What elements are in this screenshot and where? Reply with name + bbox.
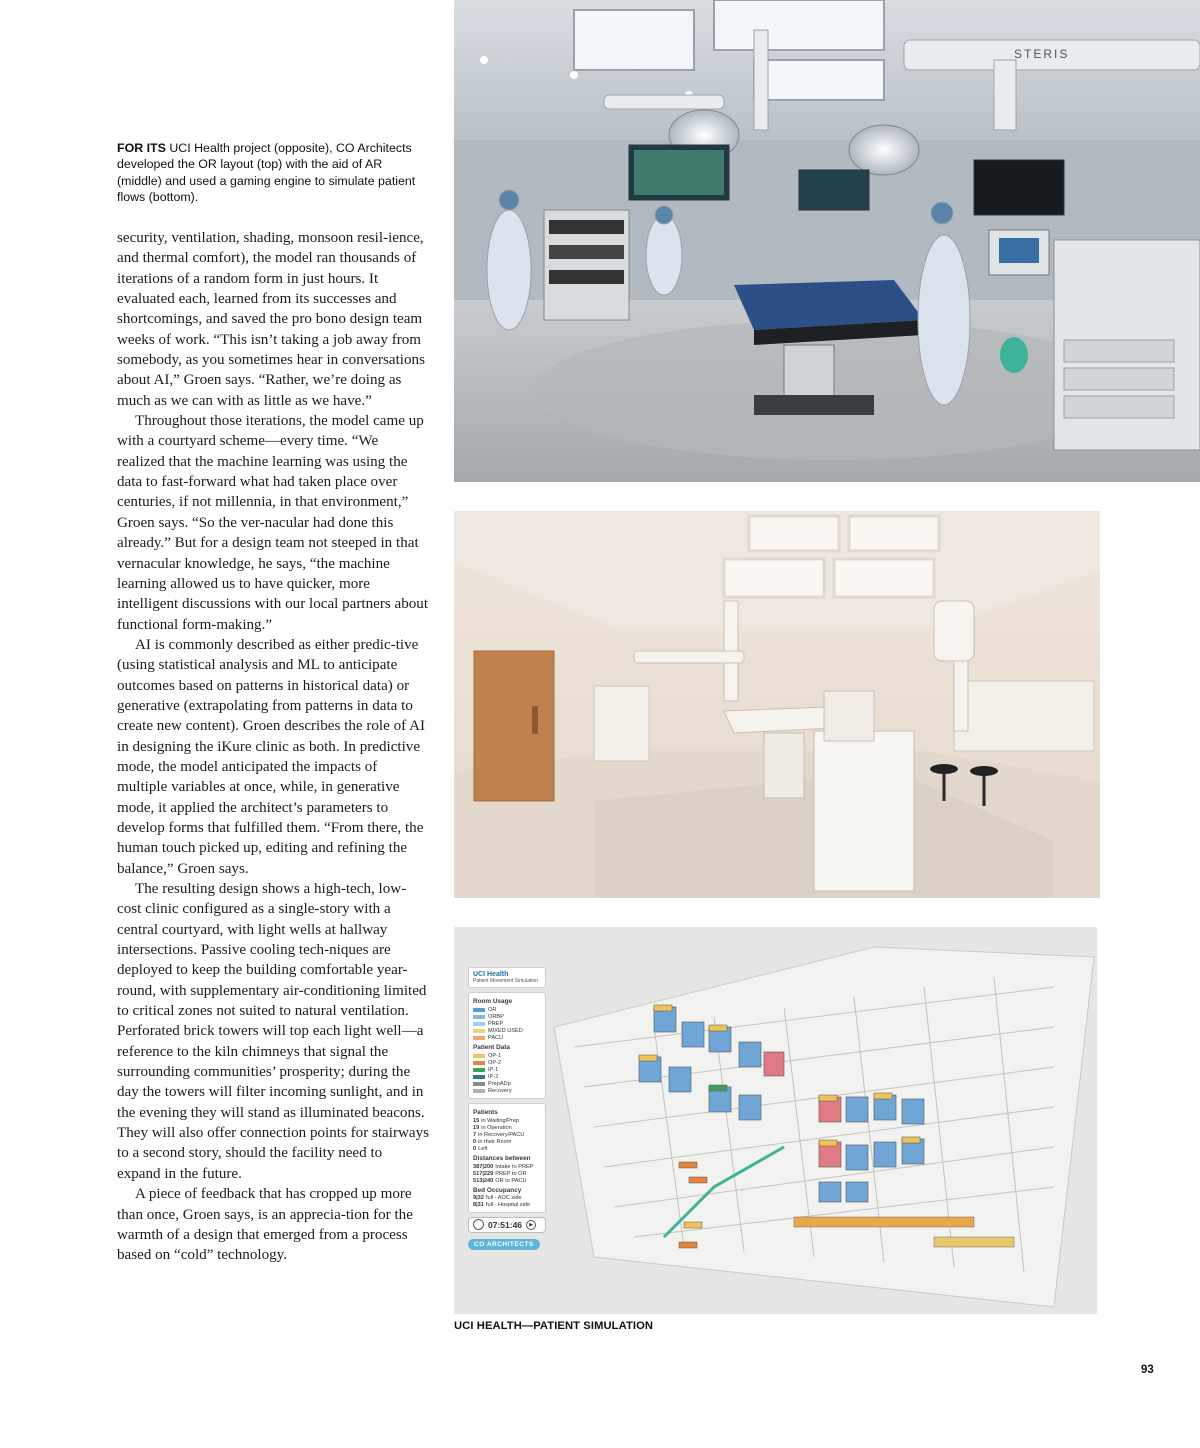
patient-data-label: IP-2 [488, 1074, 499, 1081]
room-usage-item [473, 1028, 541, 1035]
patient-data-swatch [473, 1089, 485, 1093]
body-paragraph-3: AI is commonly described as either predic-tive (using statistical analysis and ML to anticipate outcomes based on patterns in historical data) or generative (extrapolating from patterns in data to create new content). Groen describes the role of AI in designing the iKure clinic as both. In predictive mode, the model anticipated the impacts of multiple variables at once, while, in generative mode, it applied the architect’s parameters to develop forms that fulfilled them. “From there, the human touch picked up, editing and refining the balance,” Groen says. [117, 636, 426, 877]
bed-occupancy-heading: Bed Occupancy [473, 1186, 522, 1194]
distance-value: 387|200 [473, 1163, 494, 1170]
simulation-caption: UCI HEALTH—PATIENT SIMULATION [454, 1320, 654, 1332]
simulation-title-box [468, 967, 546, 988]
patient-data-item [473, 1088, 541, 1095]
room-usage-swatch [473, 1022, 485, 1026]
patient-data-label: OP-1 [488, 1052, 502, 1059]
patients-list [473, 1117, 541, 1153]
patient-data-swatch [473, 1061, 485, 1065]
room-usage-heading: Room Usage [473, 998, 513, 1005]
patients-row [473, 1117, 541, 1124]
patient-data-label: PrepADp [488, 1081, 511, 1088]
distance-label: PREP to OR [495, 1170, 527, 1177]
patients-value: 0 [473, 1139, 477, 1146]
patients-value: 0 [473, 1146, 477, 1153]
co-architects-logo: CO ARCHITECTS [468, 1239, 540, 1250]
patient-data-swatch [473, 1054, 485, 1058]
stats-box [468, 1103, 546, 1213]
clock-icon [473, 1219, 484, 1230]
room-usage-swatch [473, 1029, 485, 1033]
distance-row [473, 1170, 541, 1177]
distance-row [473, 1177, 541, 1184]
room-usage-label: ORBP [488, 1013, 504, 1020]
patients-row [473, 1124, 541, 1131]
caption-text: UCI Health project (opposite), CO Architects developed the OR layout (top) with the aid of AR (middle) and used a gaming engine to simulate patient flows (bottom). [117, 141, 416, 204]
ar-render-photo [454, 511, 1100, 898]
caption-lead: FOR ITS [117, 141, 166, 155]
room-usage-item [473, 1035, 541, 1042]
patients-label: in Operation [481, 1124, 512, 1131]
distance-row [473, 1163, 541, 1170]
body-paragraph-2: Throughout those iterations, the model came up with a courtyard scheme—every time. “We realized that the machine learning was using the data to fast-forward what had taken place over centuries, if not millennia, in that environment,” Groen says. “So the ver-nacular had done this already.” But for a design team not steeped in that vernacular knowledge, he says, “the machine learning allowed us to have quicker, more intelligent discussions with our local partners about functional form-making.” [117, 413, 429, 633]
body-paragraph-4: The resulting design shows a high-tech, low-cost clinic configured as a single-story with a central courtyard, with light wells at hallway intersections. Passive cooling tech-niques are deployed to keep the building comfortable year-round, with supplementary air-conditioning limited to critical zones not suited to natural ventilation. Perforated brick towers will top each light well—a reference to the kiln chimneys that signal the surrounding communities’ prosperity; during the day the towers will filter incoming sunlight, and in the evening they will stand as illuminated beacons. They will also offer connection points for stairways to a second story, should the facility need to expand in the future. [117, 881, 430, 1182]
simulation-title: UCI Health [473, 971, 509, 978]
patients-row [473, 1131, 541, 1138]
bed-occupancy-value: 8|31 [473, 1202, 484, 1209]
simulation-subtitle: Patient Movement Simulation [473, 978, 539, 984]
patients-label: in their Room [478, 1139, 512, 1146]
patients-label: in Waiting/Prep [481, 1117, 519, 1124]
room-usage-item [473, 1013, 541, 1020]
bed-occupancy-row [473, 1195, 541, 1202]
room-usage-label: PACU [488, 1035, 504, 1042]
patient-data-label: Recovery [488, 1088, 512, 1095]
photo-caption [117, 140, 429, 205]
distances-heading: Distances between [473, 1155, 531, 1162]
patient-data-item [473, 1052, 541, 1059]
room-usage-label: MIXED USED [488, 1028, 523, 1035]
patient-data-swatch [473, 1075, 485, 1079]
operating-room-photo [454, 0, 1200, 482]
legend-box [468, 992, 546, 1099]
play-icon: ▶ [526, 1220, 536, 1230]
patients-heading: Patients [473, 1109, 498, 1117]
distance-value: 513|240 [473, 1177, 494, 1184]
patient-data-item [473, 1066, 541, 1073]
room-usage-list [473, 1006, 541, 1042]
beds-list [473, 1195, 541, 1209]
distance-label: Intake to PREP [495, 1163, 534, 1170]
room-usage-item [473, 1020, 541, 1027]
patient-data-item [473, 1074, 541, 1081]
patients-label: Left [478, 1146, 488, 1153]
room-usage-label: PREP [488, 1020, 504, 1027]
room-usage-swatch [473, 1008, 485, 1012]
article-body [117, 228, 429, 1266]
patient-data-item [473, 1081, 541, 1088]
room-usage-item [473, 1006, 541, 1013]
patients-value: 15 [473, 1117, 480, 1124]
simulation-legend-panel [468, 967, 546, 1285]
distance-label: OR to PACU [495, 1177, 527, 1184]
body-paragraph-1: security, ventilation, shading, monsoon resil-ience, and thermal comfort), the model ran thousands of iterations of a random form in just hours. It evaluated each, learned from its successes and shortcomings, and saved the pro bono design team weeks of work. “This isn’t taking a job away from somebody, as you sometimes hear in conversations about AI,” Groen says. “Rather, we’re doing as much as we can with as little as we have.” [117, 230, 425, 409]
patient-data-label: IP-1 [488, 1066, 499, 1073]
patient-data-heading: Patient Data [473, 1043, 510, 1051]
bed-occupancy-label: full - Hospital side [485, 1202, 531, 1209]
patients-row [473, 1146, 541, 1153]
room-usage-swatch [473, 1036, 485, 1040]
patient-data-list [473, 1052, 541, 1095]
patients-value: 7 [473, 1132, 477, 1139]
clock-time: 07:51:46 [488, 1219, 523, 1230]
room-usage-swatch [473, 1015, 485, 1019]
room-usage-label: OR [488, 1006, 497, 1013]
steris-logo: STERIS [1014, 47, 1070, 61]
distance-value: 517|229 [473, 1170, 494, 1177]
patient-data-swatch [473, 1068, 485, 1072]
patient-simulation-image [454, 927, 1097, 1314]
patient-data-label: OP-2 [488, 1059, 502, 1066]
simulation-clock [468, 1217, 546, 1233]
patient-data-item [473, 1059, 541, 1066]
bed-occupancy-value: 9|32 [473, 1195, 484, 1202]
distances-list [473, 1163, 541, 1185]
page-number: 93 [1141, 1364, 1154, 1376]
patients-row [473, 1139, 541, 1146]
patients-value: 19 [473, 1124, 480, 1131]
bed-occupancy-label: full - AOC side [485, 1195, 522, 1202]
body-paragraph-5: A piece of feedback that has cropped up more than once, Groen says, is an apprecia-tion for the warmth of a design that emerged from a process based on “cold” technology. [117, 1186, 413, 1264]
patients-label: in Recovery/PACU [478, 1132, 525, 1139]
bed-occupancy-row [473, 1202, 541, 1209]
patient-data-swatch [473, 1082, 485, 1086]
